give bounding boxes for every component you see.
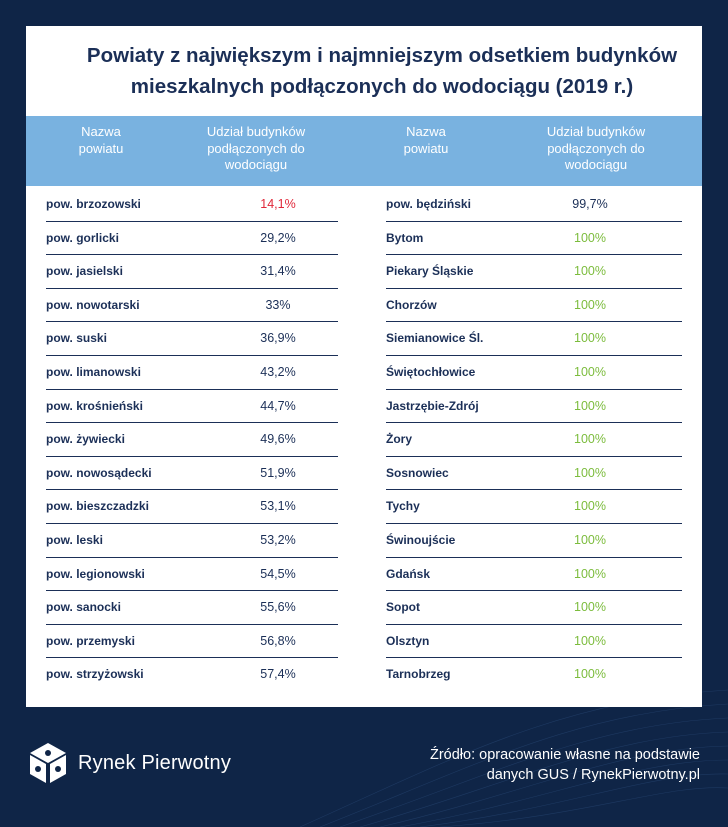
table-row: [26, 423, 702, 457]
right-county-name: Bytom: [386, 230, 424, 245]
left-share-value: 51,9%: [260, 465, 296, 480]
table-row: [26, 255, 702, 289]
source-line-1: Źródło: opracowanie własne na podstawie: [429, 747, 700, 763]
left-share-value: 55,6%: [260, 600, 296, 615]
right-county-name: Żory: [386, 432, 413, 447]
left-county-name: pow. żywiecki: [46, 432, 125, 447]
left-county-name: pow. nowotarski: [46, 297, 140, 312]
right-share-value: 100%: [574, 364, 606, 379]
left-county-name: pow. limanowski: [46, 364, 141, 379]
table-row: [26, 222, 702, 256]
table-row: [26, 289, 702, 323]
table-row: [26, 457, 702, 491]
left-county-name: pow. strzyżowski: [46, 667, 144, 682]
right-share-value: 100%: [574, 633, 606, 648]
left-share-value: 49,6%: [260, 432, 296, 447]
left-share-value: 53,1%: [260, 499, 296, 514]
right-county-name: Sopot: [386, 600, 420, 615]
left-county-name: pow. przemyski: [46, 633, 135, 648]
left-county-name: pow. nowosądecki: [46, 465, 152, 480]
right-share-value: 100%: [574, 432, 606, 447]
right-county-name: Tarnobrzeg: [386, 667, 451, 682]
header-share-right: Udział budynków podłączonych do wodociągu: [546, 124, 646, 172]
left-share-value: 36,9%: [260, 331, 296, 346]
left-share-value: 56,8%: [260, 633, 296, 648]
left-share-value: 44,7%: [260, 398, 296, 413]
title-line-2: mieszkalnych podłączonych do wodociągu (2019 r.): [130, 75, 634, 98]
table-row: [26, 356, 702, 390]
right-county-name: Chorzów: [386, 297, 437, 312]
left-county-name: pow. suski: [46, 331, 107, 346]
left-share-value: 53,2%: [260, 532, 296, 547]
table-row: [26, 591, 702, 625]
left-county-name: pow. sanocki: [46, 600, 121, 615]
right-county-name: Olsztyn: [386, 633, 430, 648]
right-share-value: 100%: [574, 230, 606, 245]
right-share-value: 100%: [574, 667, 606, 682]
right-county-name: Jastrzębie-Zdrój: [386, 398, 479, 413]
left-share-value: 31,4%: [260, 264, 296, 279]
title-line-1: Powiaty z największym i najmniejszym odsetkiem budynków: [86, 44, 678, 67]
table-row: [26, 322, 702, 356]
right-county-name: Siemianowice Śl.: [386, 331, 484, 346]
left-share-value: 33%: [265, 297, 291, 312]
right-county-name: Sosnowiec: [386, 465, 449, 480]
right-county-name: Świnoujście: [386, 532, 456, 547]
right-county-name: Piekary Śląskie: [386, 264, 474, 279]
source-note: [340, 745, 700, 785]
table-body: [26, 188, 702, 692]
left-county-name: pow. gorlicki: [46, 230, 119, 245]
table-row: [26, 658, 702, 692]
right-share-value: 100%: [574, 331, 606, 346]
right-share-value: 100%: [574, 398, 606, 413]
left-share-value: 57,4%: [260, 667, 296, 682]
table-header: [26, 116, 702, 186]
table-row: [26, 188, 702, 222]
right-share-value: 100%: [574, 465, 606, 480]
left-county-name: pow. krośnieński: [46, 398, 143, 413]
brand-logo: [28, 740, 231, 786]
source-line-2: danych GUS / RynekPierwotny.pl: [486, 767, 700, 783]
table-card: [26, 26, 702, 707]
right-county-name: Świętochłowice: [386, 364, 476, 379]
table-row: [26, 625, 702, 659]
right-share-value: 100%: [574, 566, 606, 581]
left-county-name: pow. brzozowski: [46, 197, 141, 211]
left-share-value: 29,2%: [260, 230, 296, 245]
left-share-value: 54,5%: [260, 566, 296, 581]
cube-logo-icon: [28, 741, 68, 785]
left-county-name: pow. leski: [46, 532, 103, 547]
right-county-name: pow. będziński: [386, 197, 471, 211]
left-county-name: pow. bieszczadzki: [46, 499, 149, 514]
right-county-name: Tychy: [386, 499, 420, 514]
right-share-value: 100%: [574, 499, 606, 514]
table-row: [26, 558, 702, 592]
right-share-value: 100%: [574, 297, 606, 312]
left-share-value: 43,2%: [260, 364, 296, 379]
left-share-value: 14,1%: [260, 197, 296, 211]
table-row: [26, 390, 702, 424]
header-name-left: Nazwa powiatu: [78, 124, 124, 156]
header-share-left: Udział budynków podłączonych do wodociągu: [206, 124, 306, 172]
right-share-value: 100%: [574, 264, 606, 279]
right-share-value: 100%: [574, 532, 606, 547]
right-share-value: 100%: [574, 600, 606, 615]
right-county-name: Gdańsk: [386, 566, 431, 581]
header-name-right: Nazwa powiatu: [403, 124, 449, 156]
table-row: [26, 524, 702, 558]
right-share-value: 99,7%: [572, 197, 608, 211]
left-county-name: pow. jasielski: [46, 264, 123, 279]
chart-title: [26, 40, 702, 102]
table-row: [26, 490, 702, 524]
brand-name: Rynek Pierwotny: [78, 751, 232, 774]
left-county-name: pow. legionowski: [46, 566, 145, 581]
